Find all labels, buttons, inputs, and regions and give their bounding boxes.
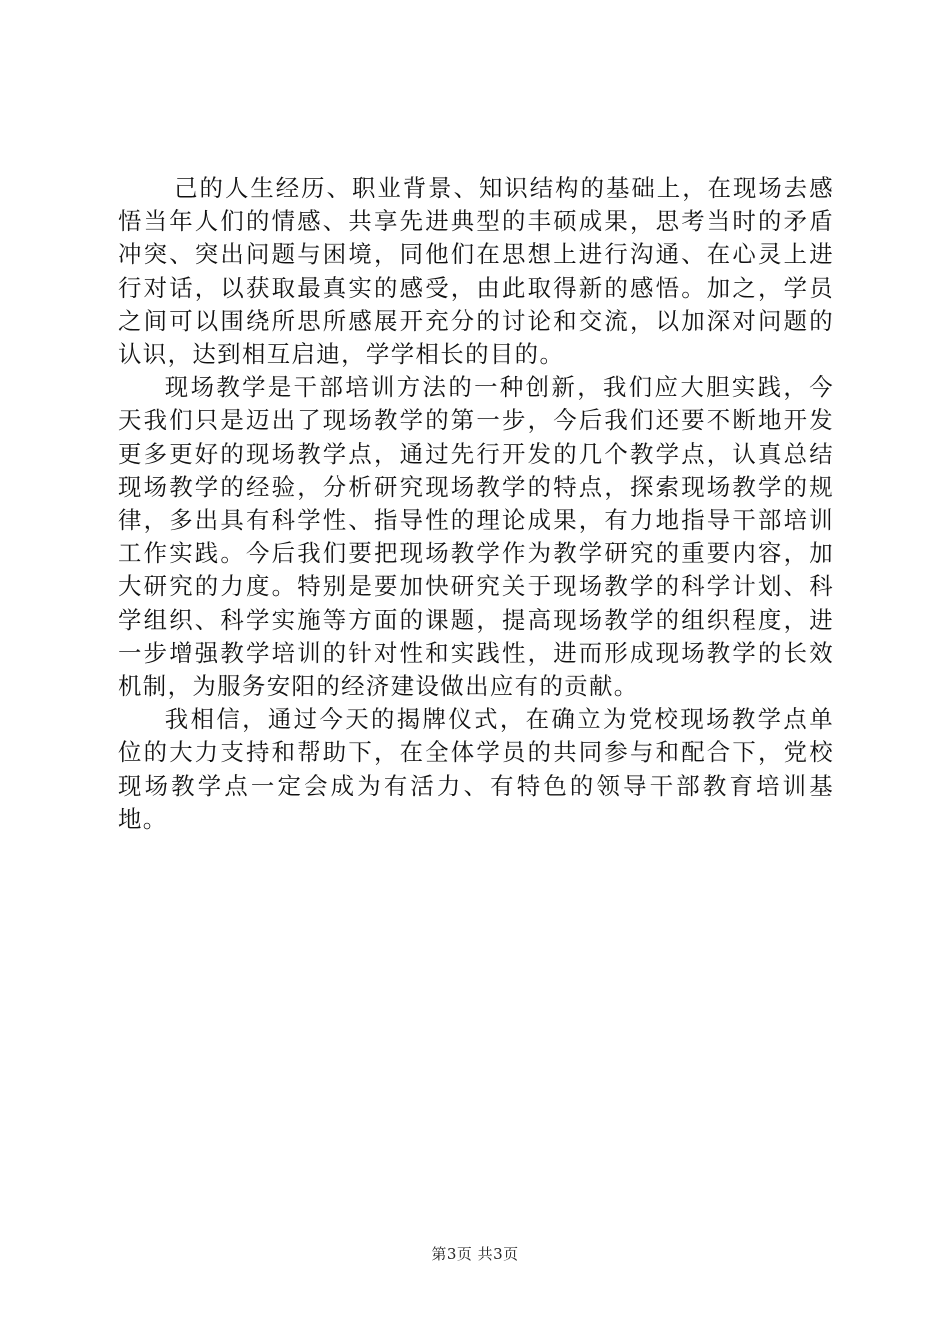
paragraph-3: 我相信，通过今天的揭牌仪式，在确立为党校现场教学点单位的大力支持和帮助下，在全体学员的共同参与和配合下，党校现场教学点一定会成为有活力、有特色的领导干部教育培训基地。 [118, 705, 834, 833]
page-footer [0, 1244, 950, 1264]
document-body [118, 172, 834, 836]
page-number-label: 第3页 共3页 [431, 1245, 519, 1263]
paragraph-2: 现场教学是干部培训方法的一种创新，我们应大胆实践，今天我们只是迈出了现场教学的第一步，今后我们还要不断地开发更多更好的现场教学点，通过先行开发的几个教学点，认真总结现场教学的经验，分析研究现场教学的特点，探索现场教学的规律，多出具有科学性、指导性的理论成果，有力地指导干部培训工作实践。今后我们要把现场教学作为教学研究的重要内容，加大研究的力度。特别是要加快研究关于现场教学的科学计划、科学组织、科学实施等方面的课题，提高现场教学的组织程度，进一步增强教学培训的针对性和实践性，进而形成现场教学的长效机制，为服务安阳的经济建设做出应有的贡献。 [118, 373, 834, 701]
paragraph-1: 己的人生经历、职业背景、知识结构的基础上，在现场去感悟当年人们的情感、共享先进典型的丰硕成果，思考当时的矛盾冲突、突出问题与困境，同他们在思想上进行沟通、在心灵上进行对话，以获取最真实的感受，由此取得新的感悟。加之，学员之间可以围绕所思所感展开充分的讨论和交流，以加深对问题的认识，达到相互启迪，学学相长的目的。 [118, 174, 834, 369]
